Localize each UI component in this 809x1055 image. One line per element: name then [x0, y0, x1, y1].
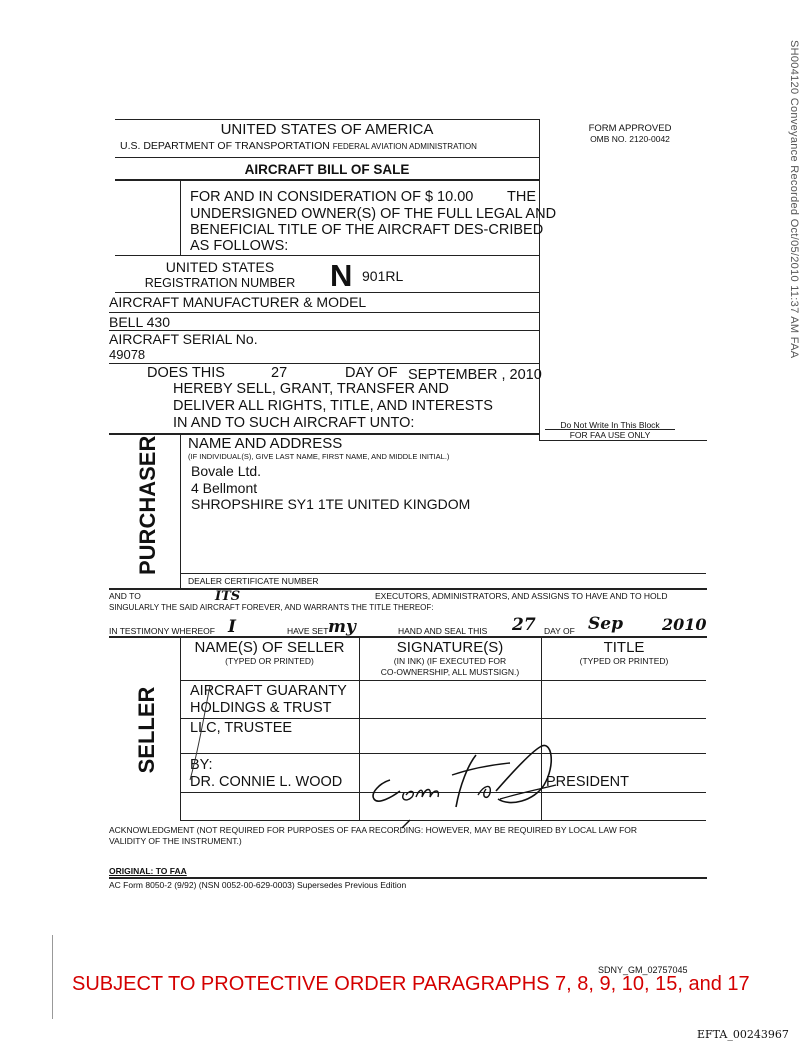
hand-seal-label: HAND AND SEAL THIS	[398, 626, 488, 636]
consideration-line-4: AS FOLLOWS:	[190, 238, 289, 254]
seller-by: BY:	[190, 757, 213, 773]
consideration-line-1: FOR AND IN CONSIDERATION OF $ 10.00	[190, 189, 474, 205]
testimony-hand-my: my	[328, 617, 356, 637]
name-address-label: NAME AND ADDRESS	[188, 435, 343, 452]
and-to-text: EXECUTORS, ADMINISTRATORS, AND ASSIGNS TO HAVE AND TO HOLD	[375, 591, 668, 601]
reg-label-2: REGISTRATION NUMBER	[144, 276, 296, 290]
faa-block-border	[539, 119, 540, 441]
seller-signature	[360, 725, 560, 830]
col-signature-head: SIGNATURE(S)	[396, 639, 504, 656]
consideration-line-2: UNDERSIGNED OWNER(S) OF THE FULL LEGAL AND	[190, 206, 557, 222]
acknowledgment-2: VALIDITY OF THE INSTRUMENT.)	[109, 836, 242, 846]
seller-name-2: HOLDINGS & TRUST	[190, 700, 332, 716]
day-of-label-2: DAY OF	[544, 626, 575, 636]
name-instructions: (IF INDIVIDUAL(S), GIVE LAST NAME, FIRST NAME, AND MIDDLE INITIAL.)	[188, 452, 450, 461]
registration-number: 901RL	[362, 268, 404, 284]
recording-stamp: SH004120 Conveyance Recorded Oct/05/2010 11:37 AM FAA	[788, 40, 800, 359]
col-signature-sub-2: CO-OWNERSHIP, ALL MUSTSIGN.)	[380, 667, 520, 677]
testimony-label: IN TESTIMONY WHEREOF	[109, 626, 215, 636]
seller-name-1: AIRCRAFT GUARANTY	[190, 683, 347, 699]
and-to-handwritten: ITS	[215, 589, 241, 604]
testimony-hand-month: Sep	[588, 614, 623, 634]
original-to-faa: ORIGINAL: TO FAA	[109, 866, 187, 876]
margin-mark	[52, 935, 53, 1019]
purchaser-name: Bovale Ltd.	[191, 463, 262, 479]
dealer-label: DEALER CERTIFICATE NUMBER	[188, 576, 319, 586]
serial-value: 49078	[109, 347, 146, 362]
department-line: U.S. DEPARTMENT OF TRANSPORTATION FEDERAL AVIATION ADMINISTRATION	[120, 140, 477, 152]
mfr-value: BELL 430	[109, 314, 170, 330]
day-of-label: DAY OF	[345, 365, 398, 381]
consideration-line-3: BENEFICIAL TITLE OF THE AIRCRAFT DES-CRIBED	[190, 222, 544, 238]
consideration-the: THE	[507, 189, 536, 205]
seller-side-label: SELLER	[134, 686, 159, 774]
col-name-head: NAME(S) OF SELLER	[194, 639, 345, 656]
col-name-sub: (TYPED OR PRINTED)	[225, 656, 314, 666]
frame-top-line	[115, 119, 539, 120]
country-title: UNITED STATES OF AMERICA	[220, 121, 434, 138]
testimony-hand-i: I	[228, 617, 236, 637]
form-approved: FORM APPROVED	[588, 123, 672, 134]
bates-number: SDNY_GM_02757045	[598, 965, 688, 975]
month-year: SEPTEMBER , 2010	[408, 367, 542, 383]
does-this: DOES THIS	[147, 365, 225, 381]
n-prefix: N	[330, 258, 353, 293]
day-number: 27	[271, 365, 288, 381]
efta-number: EFTA_00243967	[697, 1028, 789, 1041]
col-signature-sub-1: (IN INK) (IF EXECUTED FOR	[393, 656, 507, 666]
and-to-line-2: SINGULARLY THE SAID AIRCRAFT FOREVER, AND WARRANTS THE TITLE THEREOF:	[109, 603, 434, 612]
protective-order-notice: SUBJECT TO PROTECTIVE ORDER PARAGRAPHS 7, 8, 9, 10, 15, and 17	[72, 973, 750, 995]
seller-signer: DR. CONNIE L. WOOD	[190, 774, 343, 790]
transfer-line-4: IN AND TO SUCH AIRCRAFT UNTO:	[173, 415, 415, 431]
col-title-sub: (TYPED OR PRINTED)	[579, 656, 669, 666]
serial-label: AIRCRAFT SERIAL No.	[109, 331, 258, 347]
faa-block-note-1: Do Not Write In This Block	[560, 420, 660, 430]
form-title: AIRCRAFT BILL OF SALE	[244, 162, 410, 177]
form-number: AC Form 8050-2 (9/92) (NSN 0052-00-629-0003) Supersedes Previous Edition	[109, 880, 407, 890]
purchaser-address-2: SHROPSHIRE SY1 1TE UNITED KINGDOM	[191, 496, 471, 512]
pen-stroke-mark	[186, 684, 226, 784]
faa-block-note-2: FOR FAA USE ONLY	[569, 430, 651, 440]
purchaser-side-label: PURCHASER	[135, 435, 160, 575]
transfer-line-2: HEREBY SELL, GRANT, TRANSFER AND	[173, 381, 449, 397]
testimony-hand-year: 2010	[662, 615, 707, 634]
col-title-head: TITLE	[603, 639, 645, 656]
and-to-label: AND TO	[109, 591, 141, 601]
acknowledgment-1: ACKNOWLEDGMENT (NOT REQUIRED FOR PURPOSES OF FAA RECORDING: HOWEVER, MAY BE REQUIRED BY LOCAL LAW FOR	[109, 825, 638, 835]
reg-label-1: UNITED STATES	[165, 259, 275, 275]
purchaser-address-1: 4 Bellmont	[191, 480, 258, 496]
have-set-label: HAVE SET	[287, 626, 329, 636]
testimony-hand-day: 27	[512, 615, 536, 635]
seller-name-3: LLC, TRUSTEE	[190, 720, 293, 736]
transfer-line-3: DELIVER ALL RIGHTS, TITLE, AND INTERESTS	[173, 398, 493, 414]
omb-number: OMB NO. 2120-0042	[590, 134, 670, 144]
seller-title: PRESIDENT	[546, 774, 629, 790]
mfr-label: AIRCRAFT MANUFACTURER & MODEL	[109, 294, 367, 310]
